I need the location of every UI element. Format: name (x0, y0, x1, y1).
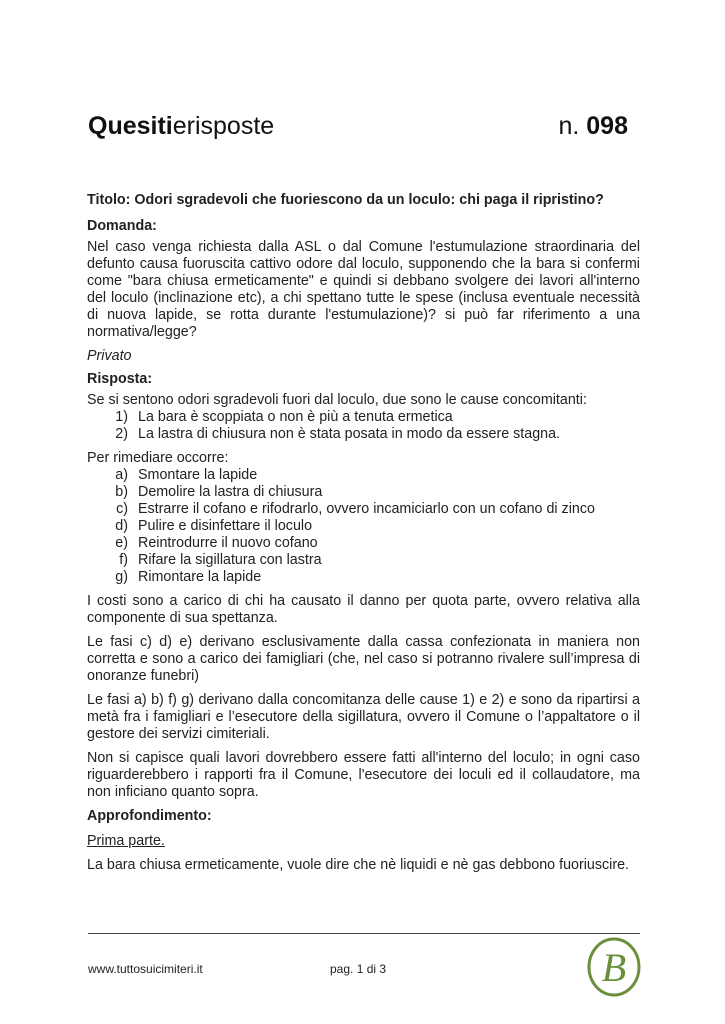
cause-marker: 1) (115, 409, 128, 425)
remedy-marker: b) (115, 484, 128, 500)
remedy-item (87, 552, 640, 569)
brand-title (88, 112, 274, 141)
remedy-item (87, 535, 640, 552)
remedy-text: Estrarre il cofano e rifodrarlo, ovvero incamiciarlo con un cofano di zinco (138, 501, 595, 517)
cause-marker: 2) (115, 426, 128, 442)
remedy-marker: f) (119, 552, 128, 568)
footer-url: www.tuttosuicimiteri.it (88, 962, 203, 976)
brand-bold: Quesiti (88, 112, 173, 140)
number-prefix: n. (558, 112, 587, 140)
causes-intro: Se si sentono odori sgradevoli fuori dal loculo, due sono le cause concomitanti: (87, 392, 587, 408)
remedy-text: Smontare la lapide (138, 467, 258, 483)
remedies-list (87, 467, 640, 586)
remedy-text: Rifare la sigillatura con lastra (138, 552, 322, 568)
paragraph-phases-abfg: Le fasi a) b) f) g) derivano dalla concomitanza delle cause 1) e 2) e sono da ripartirsi a metà fra i famigliari e l’esecutore della sigillatura, ovvero il Comune o l’appaltatore o il gestore dei servizi cimiteriali. (87, 692, 640, 742)
remedy-marker: a) (115, 467, 128, 483)
brand-rest: erisposte (172, 112, 275, 140)
page-header (88, 112, 628, 148)
cause-item (87, 409, 640, 426)
question-author: Privato (87, 348, 132, 364)
svg-text:B: B (601, 945, 627, 990)
part-label: Prima parte. (87, 833, 165, 849)
remedy-text: Pulire e disinfettare il loculo (138, 518, 313, 534)
document-title: Titolo: Odori sgradevoli che fuoriescono da un loculo: chi paga il ripristino? (87, 192, 604, 208)
remedy-item (87, 569, 640, 586)
answer-label: Risposta: (87, 371, 153, 387)
deepening-label: Approfondimento: (87, 808, 212, 824)
remedy-intro: Per rimediare occorre: (87, 450, 229, 466)
remedy-item (87, 518, 640, 535)
causes-list (87, 409, 640, 443)
remedy-item (87, 484, 640, 501)
cause-item (87, 426, 640, 443)
cause-text: La lastra di chiusura non è stata posata in modo da essere stagna. (138, 426, 561, 442)
question-number (558, 112, 628, 141)
remedy-text: Rimontare la lapide (138, 569, 262, 585)
remedy-text: Demolire la lastra di chiusura (138, 484, 323, 500)
question-label: Domanda: (87, 218, 157, 234)
remedy-marker: g) (115, 569, 128, 585)
footer-divider (88, 933, 640, 934)
site-logo-icon (585, 936, 643, 998)
paragraph-costs: I costi sono a carico di chi ha causato il danno per quota parte, ovvero relativa alla componente di sua spettanza. (87, 593, 640, 626)
cause-text: La bara è scoppiata o non è più a tenuta ermetica (138, 409, 453, 425)
remedy-marker: d) (115, 518, 128, 534)
paragraph-hermetic: La bara chiusa ermeticamente, vuole dire che nè liquidi e nè gas debbono fuoriuscire. (87, 857, 630, 873)
remedy-item (87, 501, 640, 518)
footer-page-number: pag. 1 di 3 (330, 962, 387, 976)
remedy-marker: c) (116, 501, 128, 517)
paragraph-phases-cde: Le fasi c) d) e) derivano esclusivamente dalla cassa confezionata in maniera non corretta e sono a carico dei famigliari (che, nel caso si potranno rivalere sull’impresa di onoranze funebri) (87, 634, 640, 684)
document-body (87, 192, 640, 881)
paragraph-works: Non si capisce quali lavori dovrebbero essere fatti all'interno del loculo; in ogni caso riguarderebbero i rapporti fra il Comune, l'esecutore dei loculi ed il collaudatore, ma non inficiano quanto sopra. (87, 750, 640, 800)
question-text: Nel caso venga richiesta dalla ASL o dal Comune l'estumulazione straordinaria del defunto causa fuoruscita cattivo odore dal loculo, supponendo che la bara si confermi come "bara chiusa ermeticamente" e quindi si debbano svolgere dei lavori all'interno del loculo (inclinazione etc), a chi spettano tutte le spese (inclusa eventuale necessità di nuova lapide, se rotta durante l'estumulazione)? si può far riferimento a una normativa/legge? (87, 239, 640, 340)
remedy-item (87, 467, 640, 484)
number-value: 098 (586, 112, 628, 140)
remedy-marker: e) (115, 535, 128, 551)
remedy-text: Reintrodurre il nuovo cofano (138, 535, 318, 551)
